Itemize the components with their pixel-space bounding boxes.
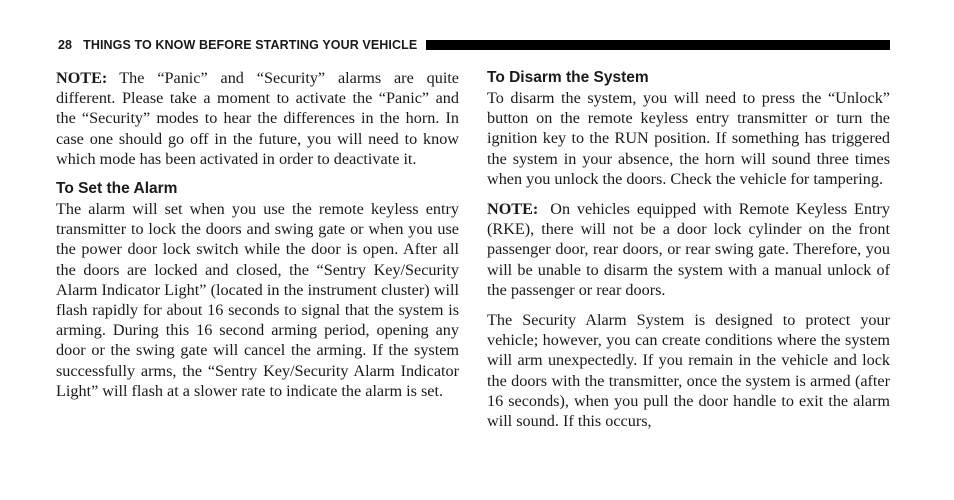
note-label: NOTE: bbox=[56, 69, 108, 87]
note-text: On vehicles equipped with Remote Keyless Entry (RKE), there will not be a door lock cylinder on the front passenger door, rear doors, or rear swing gate. Therefore, you will be unable to disarm the system with a manual unlock of the passenger or rear doors. bbox=[487, 200, 890, 299]
chapter-title: THINGS TO KNOW BEFORE STARTING YOUR VEHICLE bbox=[83, 38, 418, 52]
left-column bbox=[56, 68, 459, 401]
header-rule bbox=[426, 40, 890, 50]
page-number: 28 bbox=[58, 38, 73, 52]
note-text: The “Panic” and “Security” alarms are quite different. Please take a moment to activate the “Panic” and the “Security” modes to hear the differences in the horn. In case one should go off in the future, you will need to know which mode has been activated in order to deactivate it. bbox=[56, 69, 459, 168]
page-header bbox=[58, 38, 890, 52]
set-alarm-paragraph: The alarm will set when you use the remote keyless entry transmitter to lock the doors and swing gate or when you use the power door lock switch while the door is open. After all the doors are locked and closed, the “Sentry Key/Security Alarm Indicator Light” (located in the instrument cluster) will flash rapidly for about 16 seconds to signal that the system is arming. During this 16 second arming period, opening any door or the swing gate will cancel the arming. If the system successfully arms, the “Sentry Key/Security Alarm Indicator Light” will flash at a slower rate to indicate the alarm is set. bbox=[56, 200, 459, 400]
rke-note bbox=[487, 199, 890, 300]
security-alarm-paragraph: The Security Alarm System is designed to protect your vehicle; however, you can create conditions where the system will arm unexpectedly. If you remain in the vehicle and lock the doors with the transmitter, once the system is armed (after 16 seconds), when you pull the door handle to exit the alarm will sound. If this occurs, bbox=[487, 311, 890, 431]
note-label: NOTE: bbox=[487, 200, 539, 219]
disarm-heading: To Disarm the System bbox=[487, 69, 649, 86]
right-column bbox=[487, 68, 890, 431]
set-alarm-heading: To Set the Alarm bbox=[56, 180, 178, 198]
panic-security-note bbox=[56, 68, 459, 169]
disarm-paragraph: To disarm the system, you will need to press the “Unlock” button on the remote keyless entry transmitter or turn the ignition key to the RUN position. If something has triggered the system in your absence, the horn will sound three times when you unlock the doors. Check the vehicle for tampering. bbox=[487, 89, 890, 188]
